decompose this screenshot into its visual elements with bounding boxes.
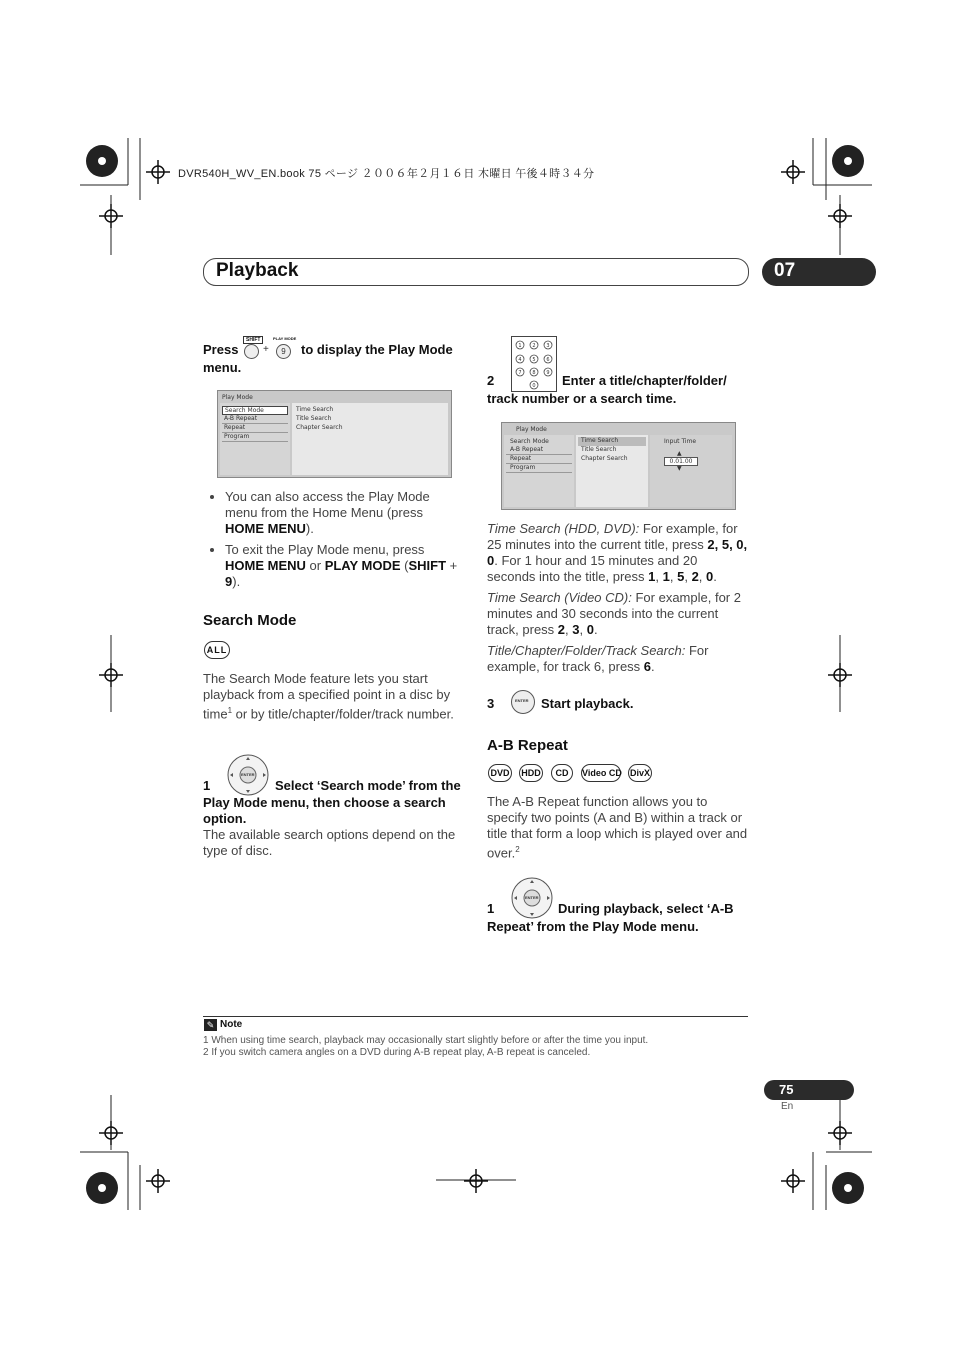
screen2-option-time-search: Time Search <box>578 437 646 446</box>
screen2-menu-program: Program <box>506 464 572 473</box>
menu-item-repeat: Repeat <box>222 424 288 433</box>
step1-description: The available search options depend on the type of disc. <box>203 827 456 858</box>
step1-title: Select ‘Search mode’ from the <box>275 778 461 793</box>
step3-title: Start playback. <box>541 696 634 711</box>
menu-item-ab-repeat: A-B Repeat <box>222 415 288 424</box>
screen2-menu-search-mode: Search Mode <box>510 438 549 445</box>
plus-sign: + <box>263 344 269 355</box>
press-text-2: to display the Play Mode <box>301 342 453 357</box>
chapter-badge <box>762 258 876 286</box>
badge-all: ALL <box>204 641 230 659</box>
screen2-option-title-search: Title Search <box>581 446 617 453</box>
bullet-exit: • To exit the Play Mode menu, press HOME MENU or PLAY MODE (SHIFT + 9). <box>225 542 463 590</box>
page-number-badge <box>764 1080 854 1100</box>
footnote-ref-1: 1 <box>227 706 233 715</box>
page-title: Playback <box>216 260 299 281</box>
screen2-options <box>576 435 648 507</box>
search-mode-description: The Search Mode feature lets you start playback from a specified point in a disc by time$^1$ or by title/chapter/folder/track number. <box>203 671 454 722</box>
key-2: 2 <box>532 343 536 349</box>
print-info: DVR540H_WV_EN.book 75 ページ ２００６年２月１６日 木曜日 午後４時３４分 <box>178 168 595 180</box>
key-3: 3 <box>546 343 550 349</box>
step-ab1 <box>487 900 749 936</box>
screen2-menu <box>504 435 574 507</box>
down-arrow-icon: ▼ <box>677 465 682 472</box>
note-line-2: 2 If you switch camera angles on a DVD during A-B repeat play, A-B repeat is canceled. <box>203 1047 591 1058</box>
key-4: 4 <box>518 357 522 363</box>
key-7: 7 <box>518 370 522 376</box>
bullet-list <box>203 489 463 595</box>
ab-repeat-description: The A-B Repeat function allows you to specify two points (A and B) within a track or title that form a loop which is played over and over.$^2$ <box>487 794 748 861</box>
step2-number: 2 <box>487 373 495 388</box>
screen2-title: Play Mode <box>516 426 547 433</box>
screen-options <box>292 403 448 475</box>
badge-hdd: HDD <box>519 764 543 782</box>
key-8: 8 <box>532 370 536 376</box>
input-time-label: Input Time <box>664 438 697 445</box>
input-time-field[interactable]: 0.01.00 <box>664 457 698 466</box>
page-number: 75 <box>779 1082 794 1097</box>
option-time-search: Time Search <box>296 406 334 413</box>
badge-dvd: DVD <box>488 764 512 782</box>
step-ab1-title: During playback, select ‘A-B <box>558 901 734 916</box>
badge-video-cd: Video CD <box>581 764 621 782</box>
bullet-home-menu: • You can also access the Play Mode menu from the Home Menu (press HOME MENU). <box>225 489 463 537</box>
key-5: 5 <box>532 357 536 363</box>
step2-title-2: track number or a search time. <box>487 391 677 406</box>
chapter-number: 07 <box>774 260 796 281</box>
menu-item-search-mode: Search Mode <box>222 406 288 415</box>
time-search-dvd: Time Search (HDD, DVD): For example, for 25 minutes into the current title, press 2, 5, 0, 0. For 1 hour and 15 minutes and 20 seconds into the title, press 1, 1, 5, 2, 0. <box>487 521 748 584</box>
key-0: 0 <box>532 383 536 389</box>
note-section <box>203 1016 748 1059</box>
footnote-ref-2: 2 <box>515 845 520 854</box>
step3 <box>487 696 749 711</box>
step3-number: 3 <box>487 696 495 711</box>
language-code: En <box>781 1101 794 1112</box>
step2-title: Enter a title/chapter/folder/ <box>562 373 727 388</box>
section-title-bar <box>203 258 749 286</box>
screen-title: Play Mode <box>222 394 253 401</box>
screen2-menu-ab-repeat: A-B Repeat <box>506 446 572 455</box>
option-chapter-search: Chapter Search <box>296 424 343 431</box>
time-search-vcd: Time Search (Video CD): For example, for 2 minutes and 30 seconds into the current track, press 2, 3, 0. <box>487 590 741 637</box>
key-1: 1 <box>518 343 522 349</box>
step1 <box>203 778 465 859</box>
step1-number: 1 <box>203 778 211 793</box>
press-text: Press <box>203 342 239 357</box>
menu-item-program: Program <box>222 433 288 442</box>
note-label: Note <box>220 1019 243 1030</box>
search-mode-heading: Search Mode <box>203 612 297 629</box>
key-6: 6 <box>546 357 550 363</box>
input-time-panel <box>650 435 732 507</box>
press-text-3: menu. <box>203 360 242 375</box>
note-line-1: 1 When using time search, playback may occasionally start slightly before or after the time you input. <box>203 1035 649 1046</box>
screen2-option-chapter-search: Chapter Search <box>581 455 628 462</box>
ab-repeat-heading: A-B Repeat <box>487 737 568 754</box>
play-mode-key-label: PLAY MODE <box>273 336 297 341</box>
play-mode-screen <box>217 390 452 478</box>
screen2-menu-repeat: Repeat <box>506 455 572 464</box>
step1-title-2: Play Mode menu, then choose a search option. <box>203 795 446 826</box>
enter-label-2: ENTER <box>525 895 539 900</box>
option-title-search: Title Search <box>296 415 332 422</box>
enter-button-icon: ENTER <box>511 690 535 714</box>
step2 <box>487 372 749 408</box>
input-time-screen <box>501 422 736 510</box>
badge-cd: CD <box>551 764 573 782</box>
title-chapter-search: Title/Chapter/Folder/Track Search: For example, for track 6, press 6. <box>487 643 709 674</box>
press-instruction: Press SHIFT + PLAY MODE 9 to display the Play Mode menu. <box>203 336 453 375</box>
badge-divx: DivX <box>628 764 652 782</box>
step-ab1-number: 1 <box>487 901 495 916</box>
step-ab1-title-2: Repeat’ from the Play Mode menu. <box>487 919 699 934</box>
shift-key-label: SHIFT <box>243 336 263 344</box>
disc-badges <box>488 764 750 782</box>
up-arrow-icon: ▲ <box>677 450 682 457</box>
note-icon: ✎ <box>204 1019 217 1031</box>
screen-menu <box>220 403 290 475</box>
key-9: 9 <box>546 370 550 376</box>
enter-label: ENTER <box>241 772 255 777</box>
